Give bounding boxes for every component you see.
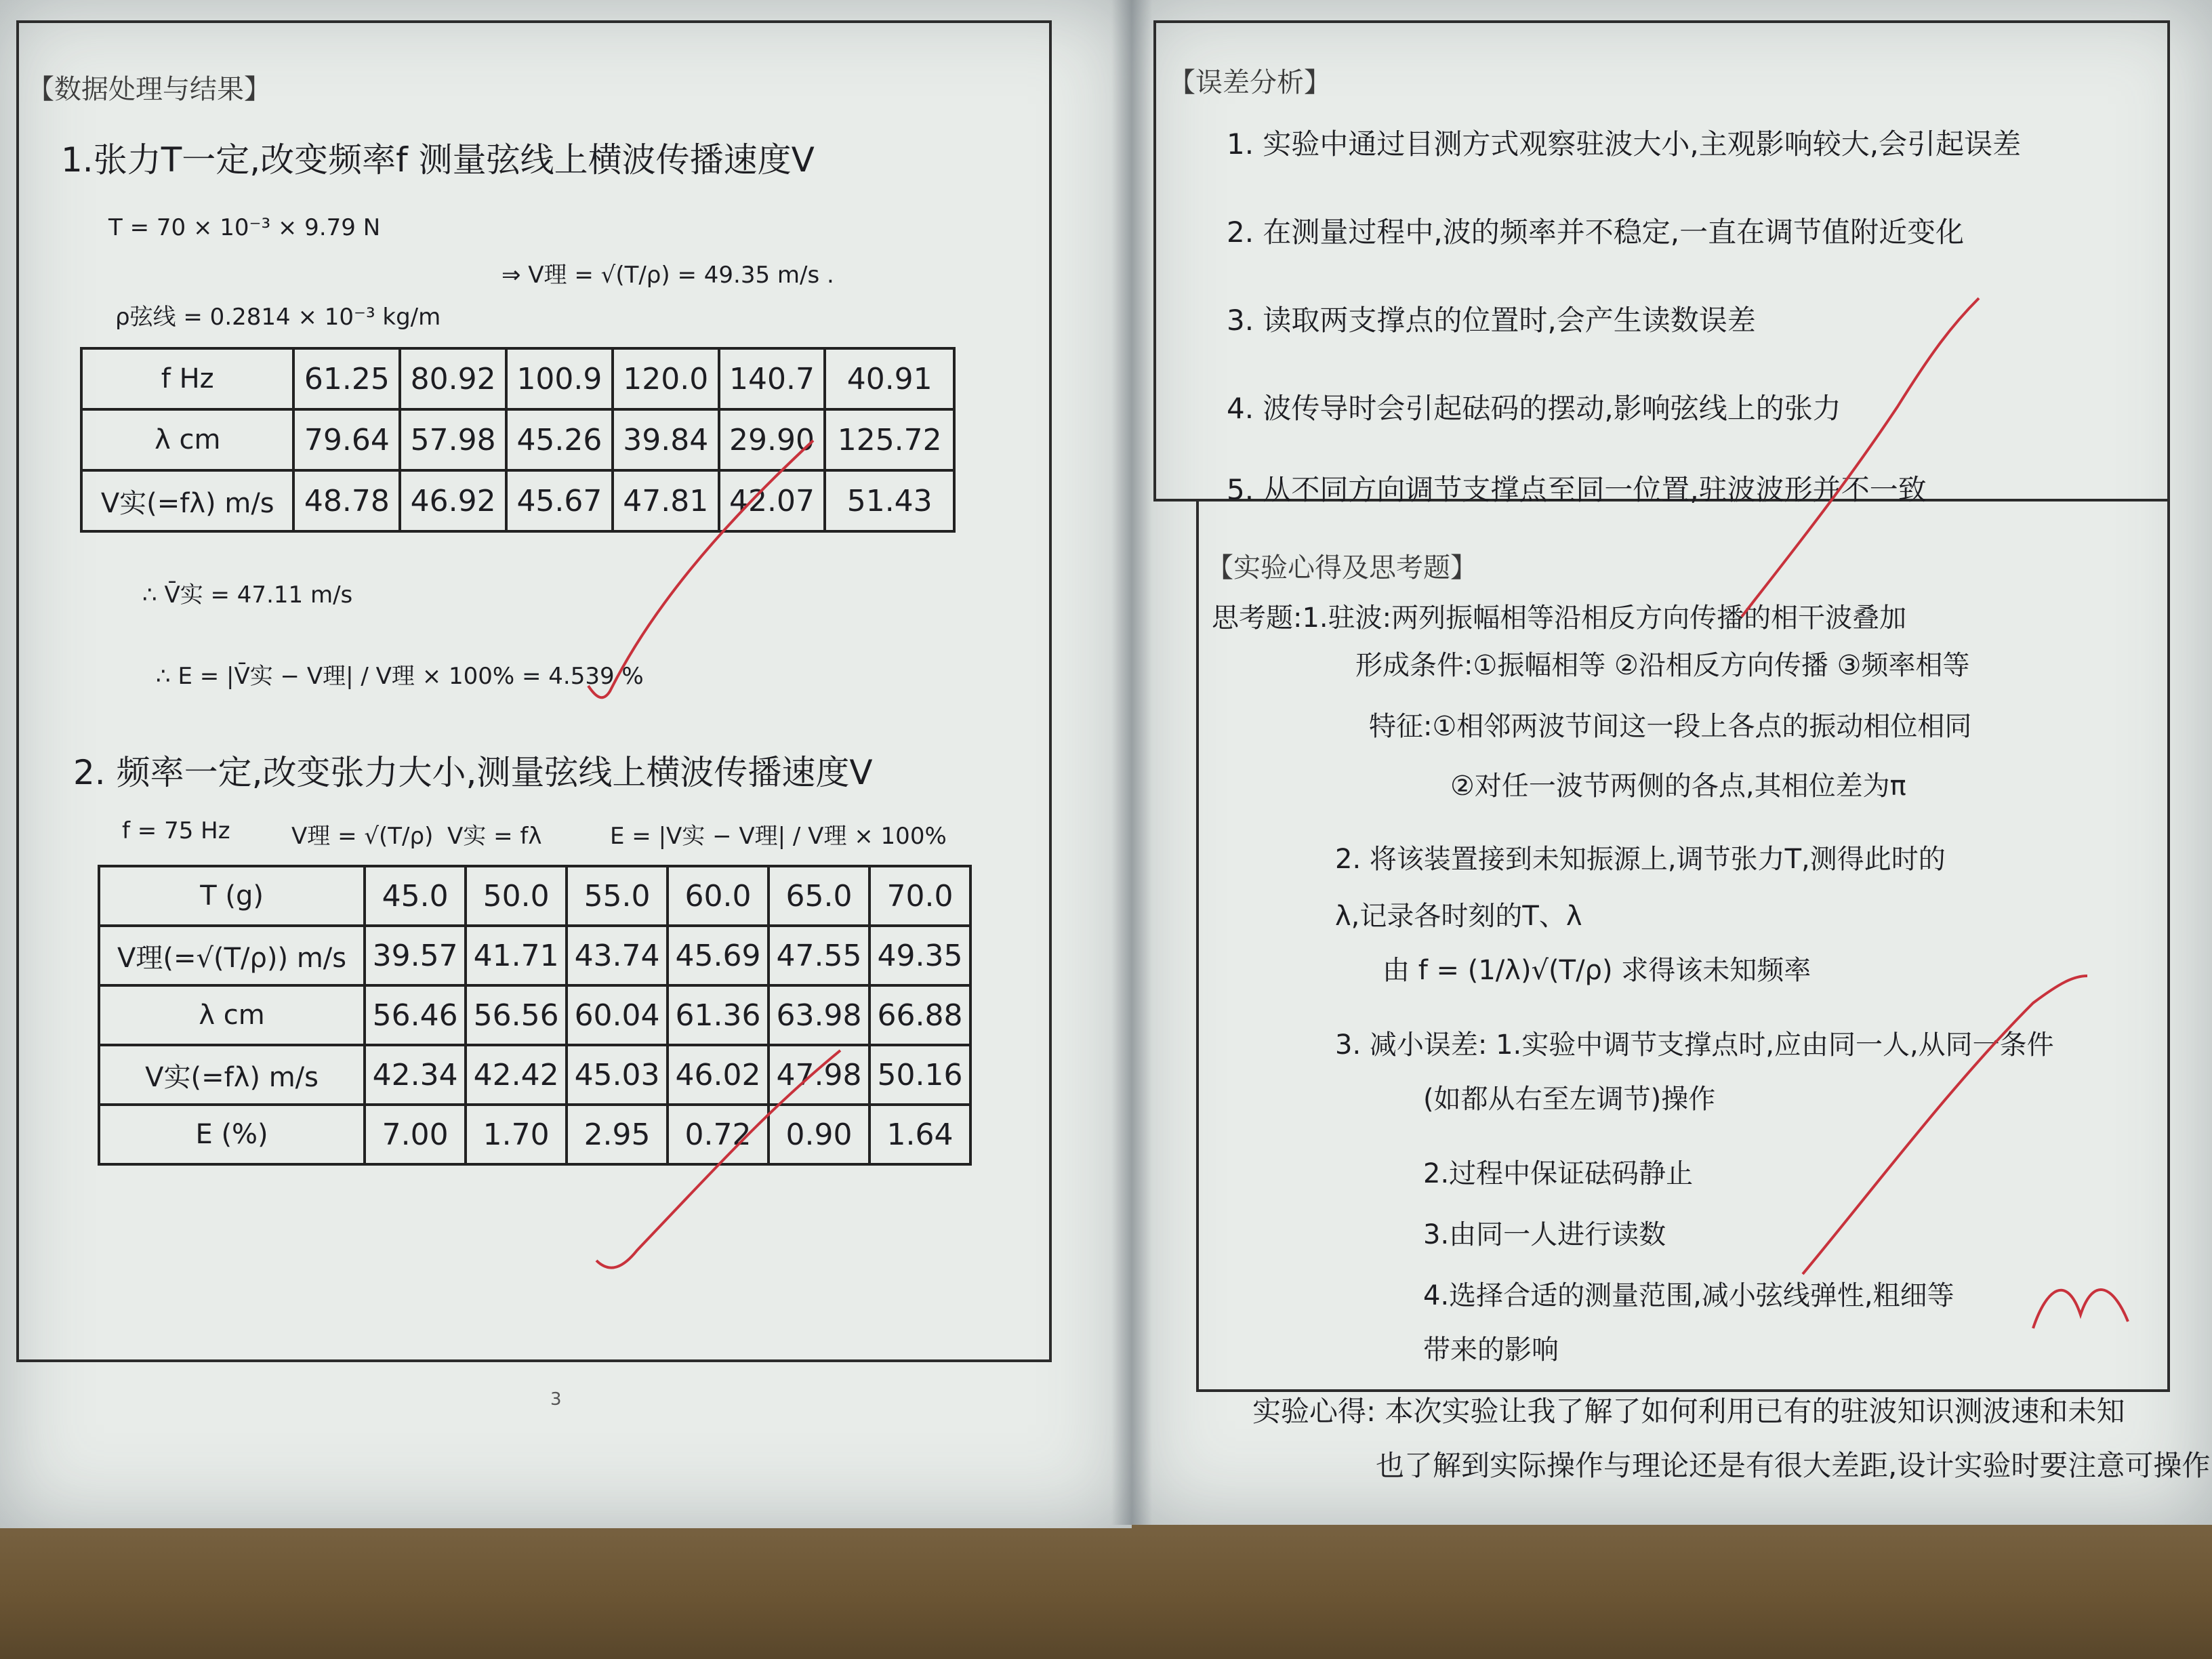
table2-cell: 46.02 xyxy=(668,1045,769,1105)
fixed-frequency: f = 75 Hz xyxy=(122,817,230,844)
table1-cell: 125.72 xyxy=(825,409,954,470)
v-exp-formula: V实 = fλ xyxy=(447,823,542,850)
table2-cell: 43.74 xyxy=(567,926,668,985)
table2-cell: 0.72 xyxy=(668,1105,769,1164)
table2-cell: 50.16 xyxy=(869,1045,970,1105)
reflection-line: 形成条件:①振幅相等 ②沿相反方向传播 ③频率相等 xyxy=(1355,650,1970,681)
red-check-mark-4 xyxy=(1803,976,2087,1274)
table2-row-label: T (g) xyxy=(99,866,365,926)
red-check-mark-3 xyxy=(1742,298,1979,617)
table1-cell: 40.91 xyxy=(825,348,954,409)
table2-cell: 0.90 xyxy=(769,1105,869,1164)
error-formula-part1: ∴ E = |V̄实 − V理| / V理 × 100% = 4.539 % xyxy=(156,663,644,690)
tension-formula: T = 70 × 10⁻³ × 9.79 N xyxy=(108,214,381,241)
table1-cell: 48.78 xyxy=(293,470,400,531)
table1-cell: 45.67 xyxy=(506,470,613,531)
table2-cell: 42.34 xyxy=(365,1045,466,1105)
reflection-line: 4.选择合适的测量范围,减小弦线弹性,粗细等 xyxy=(1423,1280,1954,1311)
table2-cell: 60.0 xyxy=(668,866,769,926)
table2-cell: 49.35 xyxy=(869,926,970,985)
red-check-mark-2 xyxy=(596,1050,840,1268)
table2-row-label: E (%) xyxy=(99,1105,365,1164)
table1-cell: 51.43 xyxy=(825,470,954,531)
reflection-line: 思考题:1.驻波:两列振幅相等沿相反方向传播的相干波叠加 xyxy=(1212,602,1907,634)
reflection-line: 带来的影响 xyxy=(1423,1334,1559,1366)
table2-cell: 61.36 xyxy=(668,985,769,1045)
error-analysis-item: 2. 在测量过程中,波的频率并不稳定,一直在调节值附近变化 xyxy=(1227,216,1965,249)
density-formula: ρ弦线 = 0.2814 × 10⁻³ kg/m xyxy=(115,304,441,331)
reflection-line: (如都从右至左调节)操作 xyxy=(1423,1084,1716,1115)
reflection-line: λ,记录各时刻的T、λ xyxy=(1335,901,1582,932)
table1-cell: 120.0 xyxy=(613,348,719,409)
reflection-line: 由 f = (1/λ)√(T/ρ) 求得该未知频率 xyxy=(1382,955,1811,986)
table1-row-label: f Hz xyxy=(81,348,293,409)
table1-cell: 100.9 xyxy=(506,348,613,409)
reflection-line: 2. 将该装置接到未知振源上,调节张力T,测得此时的 xyxy=(1335,844,1946,875)
table2-cell: 1.70 xyxy=(466,1105,567,1164)
error-analysis-item: 4. 波传导时会引起砝码的摆动,影响弦线上的张力 xyxy=(1227,392,1841,425)
table1-cell: 42.07 xyxy=(719,470,825,531)
table1-cell: 39.84 xyxy=(613,409,719,470)
table2-cell: 55.0 xyxy=(567,866,668,926)
red-check-mark-1 xyxy=(588,441,813,697)
page-number: 3 xyxy=(550,1389,562,1410)
experience-line-1: 实验心得: 本次实验让我了解了如何利用已有的驻波知识测波速和未知 xyxy=(1252,1395,2125,1428)
error-analysis-title: 【误差分析】 xyxy=(1168,67,1331,98)
table2-cell: 70.0 xyxy=(869,866,970,926)
table1-row-label: V实(=fλ) m/s xyxy=(81,470,293,531)
reflection-line: ②对任一波节两侧的各点,其相位差为π xyxy=(1450,771,1906,802)
table2-row-label: λ cm xyxy=(99,985,365,1045)
experience-line-2: 也了解到实际操作与理论还是有很大差距,设计实验时要注意可操作 xyxy=(1376,1449,2211,1482)
reflection-line: 3.由同一人进行读数 xyxy=(1423,1219,1666,1250)
table2-cell: 60.04 xyxy=(567,985,668,1045)
avg-speed: ∴ V̄实 = 47.11 m/s xyxy=(142,581,353,609)
table2-cell: 50.0 xyxy=(466,866,567,926)
table2-cell: 56.46 xyxy=(365,985,466,1045)
error-analysis-item: 5. 从不同方向调节支撑点至同一位置,驻波波形并不一致 xyxy=(1227,473,1927,506)
table2-cell: 63.98 xyxy=(769,985,869,1045)
table1-cell: 57.98 xyxy=(400,409,506,470)
table2-cell: 42.42 xyxy=(466,1045,567,1105)
table2-cell: 7.00 xyxy=(365,1105,466,1164)
table2-cell: 66.88 xyxy=(869,985,970,1045)
part2-heading: 2. 频率一定,改变张力大小,测量弦线上横波传播速度V xyxy=(73,753,873,792)
table1-cell: 46.92 xyxy=(400,470,506,531)
table2-row-label: V实(=fλ) m/s xyxy=(99,1045,365,1105)
reflection-line: 3. 减小误差: 1.实验中调节支撑点时,应由同一人,从同一条件 xyxy=(1335,1029,2054,1061)
data-processing-section-title: 【数据处理与结果】 xyxy=(27,74,271,105)
reflection-line: 2.过程中保证砝码静止 xyxy=(1423,1158,1694,1189)
table1-cell: 47.81 xyxy=(613,470,719,531)
table1-cell: 80.92 xyxy=(400,348,506,409)
table2-cell: 1.64 xyxy=(869,1105,970,1164)
table1-cell: 29.90 xyxy=(719,409,825,470)
table2-cell: 45.03 xyxy=(567,1045,668,1105)
error-analysis-item: 1. 实验中通过目测方式观察驻波大小,主观影响较大,会引起误差 xyxy=(1227,127,2022,161)
error-analysis-item: 3. 读取两支撑点的位置时,会产生读数误差 xyxy=(1227,304,1756,337)
reflection-title: 【实验心得及思考题】 xyxy=(1206,552,1477,583)
table2-cell: 56.56 xyxy=(466,985,567,1045)
table2-cell: 41.71 xyxy=(466,926,567,985)
table2-cell: 45.0 xyxy=(365,866,466,926)
table2-cell: 47.55 xyxy=(769,926,869,985)
error-formula-part2: E = |V实 − V理| / V理 × 100% xyxy=(610,823,947,850)
table2-cell: 45.69 xyxy=(668,926,769,985)
reflection-line: 特征:①相邻两波节间这一段上各点的振动相位相同 xyxy=(1369,711,1972,742)
table2-row-label: V理(=√(T/ρ)) m/s xyxy=(99,926,365,985)
part1-heading: 1.张力T一定,改变频率f 测量弦线上横波传播速度V xyxy=(61,140,815,180)
theory-speed: ⇒ V理 = √(T/ρ) = 49.35 m/s . xyxy=(501,262,834,289)
v-theory-formula: V理 = √(T/ρ) xyxy=(291,823,434,850)
table2-cell: 39.57 xyxy=(365,926,466,985)
red-grade-scribble xyxy=(2033,1290,2128,1328)
table2-cell: 47.98 xyxy=(769,1045,869,1105)
table1-cell: 140.7 xyxy=(719,348,825,409)
table1-row-label: λ cm xyxy=(81,409,293,470)
table2-cell: 65.0 xyxy=(769,866,869,926)
table1-cell: 45.26 xyxy=(506,409,613,470)
table1-cell: 61.25 xyxy=(293,348,400,409)
table2-cell: 2.95 xyxy=(567,1105,668,1164)
table1-cell: 79.64 xyxy=(293,409,400,470)
